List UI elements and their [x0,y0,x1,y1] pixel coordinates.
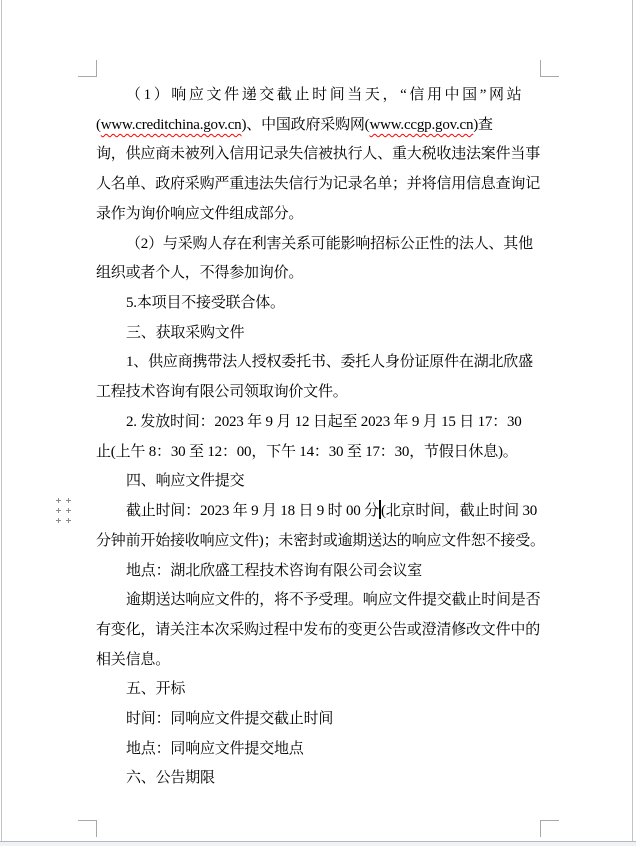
margin-mark-bottom-right-icon [540,820,559,837]
doc-line[interactable]: 有变化，请关注本次采购过程中发布的变更公告或澄清修改文件中的 [96,622,541,638]
url-text-spellchecked[interactable]: www.ccgp.gov.cn [369,117,474,133]
margin-mark-top-left-icon [78,60,97,77]
doc-line[interactable]: 1、供应商携带法人授权委托书、委托人身份证原件在湖北欣盛 [126,354,533,370]
doc-line[interactable]: 相关信息。 [96,652,171,668]
drag-handle-icon[interactable] [56,498,71,523]
drag-handle-dot [56,508,61,513]
doc-line[interactable] [96,113,545,137]
text-segment: (北京时间，截止时间 30 [380,503,538,519]
doc-line[interactable]: 组织或者个人，不得参加询价。 [96,265,304,281]
doc-line[interactable]: 工程技术咨询有限公司领取询价文件。 [96,384,348,400]
doc-heading-line[interactable]: 六、公告期限 [126,770,215,786]
url-text-spellchecked[interactable]: www.creditchina.gov.cn [100,117,242,133]
doc-line[interactable]: 地点：同响应文件提交地点 [126,741,304,757]
text-segment: )、中国政府采购网( [241,117,370,133]
text-segment: ( [96,117,101,133]
doc-line[interactable]: 时间：同响应文件提交截止时间 [126,711,334,727]
text-segment: )查 [473,117,493,133]
doc-line[interactable]: （1）响应文件递交截止时间当天，“信用中国”网站 [126,87,525,103]
doc-line[interactable]: 5.本项目不接受联合体。 [126,295,285,311]
drag-handle-dot [56,518,61,523]
text-segment: 截止时间：2023 年 9 月 18 日 9 时 00 分 [126,503,379,519]
margin-mark-bottom-left-icon [78,820,97,837]
doc-line[interactable]: 逾期送达响应文件的，将不予受理。响应文件提交截止时间是否 [126,592,541,608]
doc-line[interactable]: 录作为询价响应文件组成部分。 [96,206,304,222]
doc-line[interactable]: 人名单、政府采购严重违法失信行为记录名单；并将信用信息查询记 [96,176,541,192]
doc-heading-line[interactable]: 五、开标 [126,681,186,697]
doc-line[interactable]: 止(上午 8：30 至 12：00，下午 14：30 至 17：30，节假日休息)。 [96,444,518,460]
drag-handle-dot [66,508,71,513]
page-right-edge [632,0,633,841]
drag-handle-dot [56,498,61,503]
page-left-edge [1,0,2,841]
doc-line[interactable]: 地点：湖北欣盛工程技术咨询有限公司会议室 [126,563,423,579]
page-bottom-edge [0,841,636,846]
doc-line[interactable] [96,499,545,523]
doc-line[interactable]: 分钟前开始接收响应文件)；未密封或逾期送达的响应文件恕不接受。 [96,533,545,549]
doc-line[interactable]: 询，供应商未被列入信用记录失信被执行人、重大税收违法案件当事 [96,146,541,162]
margin-mark-top-right-icon [540,60,559,77]
doc-heading-line[interactable]: 三、获取采购文件 [126,325,245,341]
drag-handle-dot [66,518,71,523]
doc-line[interactable]: 2. 发放时间：2023 年 9 月 12 日起至 2023 年 9 月 15 日 17：30 [126,414,522,430]
doc-heading-line[interactable]: 四、响应文件提交 [126,473,245,489]
drag-handle-dot [66,498,71,503]
doc-line[interactable]: （2）与采购人存在利害关系可能影响招标公正性的法人、其他 [126,236,533,252]
